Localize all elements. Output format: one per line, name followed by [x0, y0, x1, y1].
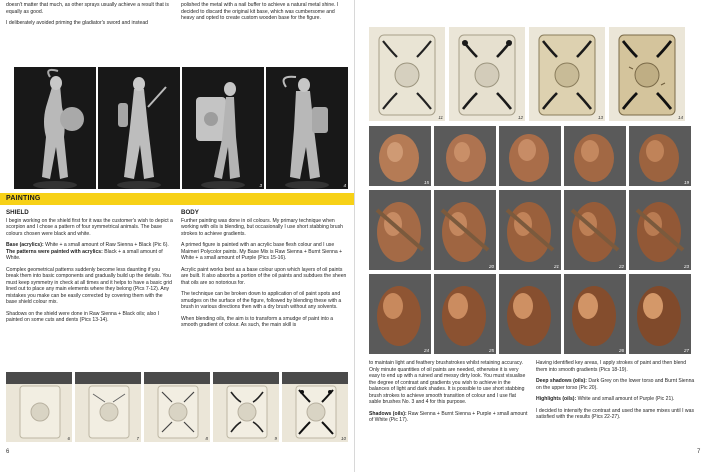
technique-paragraph: to maintain light and feathery brushstrokes whilst retaining accuracy. Only minute quantities of oil paints are needed, otherwise it is very easy to end up with a ruined and messy dirty look. You must visualise the degree of contrast and gradients you wish to achieve in the balances of light and dark shades. It is possible to use short stabbing brush strokes to achieve smooth transition of colour and I use flat sable brushes No. 3 and 4 for this purpose. [369, 360, 526, 405]
intro-paragraph: doesn't matter that much, as other sprays usually achieve a result that is equally as good. [6, 2, 169, 15]
intro-column-2 [181, 2, 349, 27]
gladiator-photo [182, 67, 264, 189]
intro-paragraph: polished the metal with a nail buffer to achieve a natural metal shine. I decided to discard the original kit base, which was cumbersome and heavy and opted to create custom wooden base for the figure. [181, 2, 339, 21]
photo-number: 6 [67, 436, 70, 441]
shield-base-label: Base (acrylics): [6, 242, 44, 248]
shield-photo [144, 372, 210, 442]
photo-number: 14 [677, 115, 683, 120]
shield-photo [369, 27, 445, 121]
photo-number: 13 [597, 115, 603, 120]
torso-photo [499, 274, 561, 354]
gladiator-figure-icon [266, 67, 348, 189]
body-paragraph: When blending oils, the aim is to transform a smudge of paint into a smooth gradient of colour. As such, the main skill is [181, 315, 334, 328]
shield-column [6, 210, 174, 329]
photo-number: 7 [136, 436, 139, 441]
photo-number: 3 [259, 183, 262, 188]
torso-photo [564, 126, 626, 186]
body-column [181, 210, 349, 334]
right-column-1 [369, 360, 529, 429]
body-paragraph: Acrylic paint works best as a base colour upon which layers of oil paints are built. It also absorbs a portion of the oil paints and subdues the sheen that oils are so notorious for. [181, 266, 347, 286]
shield-base-text: White + a small amount of Raw Sienna + Black (Pic 6). [43, 242, 169, 248]
photo-number: 12 [517, 115, 523, 120]
body-paragraph: A primed figure is painted with an acrylic base flesh colour and I use Maimeri Polycolor paints. My Base Mix is Raw Sienna + Burnt Sienna + White + a small amount of Purple (Pics 15-16). [181, 242, 343, 261]
deep-shadows-label: Deep shadows (oils): [536, 378, 587, 384]
torso-icon [564, 274, 626, 354]
photo-number: 19 [683, 180, 689, 185]
torso-photo [434, 190, 496, 270]
left-page [0, 0, 354, 472]
torso-photo [499, 126, 561, 186]
highlights-paragraph [536, 396, 696, 403]
scorpion-shield-icon [369, 27, 445, 121]
blend-paragraph: Having identified key areas, I apply strokes of paint and then blend them into smooth gradients (Pics 18-19). [536, 360, 687, 373]
shield-pattern-label: The patterns were painted with acrylics: [6, 248, 103, 255]
photo-number: 26 [618, 348, 624, 353]
photo-number: 22 [618, 264, 624, 269]
right-column-2 [536, 360, 696, 426]
photo-number: 4 [343, 183, 346, 188]
photo-number: 9 [274, 436, 277, 441]
torso-photo [629, 126, 691, 186]
shield-icon [75, 372, 141, 442]
shield-photo [75, 372, 141, 442]
gladiator-photo [98, 67, 180, 189]
shield-photo [282, 372, 348, 442]
shield-photo [449, 27, 525, 121]
intro-column-1 [6, 2, 174, 32]
shield-base-paragraph [6, 242, 174, 262]
shield-icon [282, 372, 348, 442]
shield-photo [6, 372, 72, 442]
shield-photo [213, 372, 279, 442]
gladiator-figure-icon [182, 67, 264, 189]
torso-icon [564, 126, 626, 186]
right-page [355, 0, 709, 472]
torso-icon [629, 190, 691, 270]
torso-icon [434, 274, 496, 354]
torso-photo [564, 190, 626, 270]
photo-number: 21 [553, 264, 559, 269]
shadows-label: Shadows (oils): [369, 410, 407, 417]
page-number: 7 [697, 449, 701, 455]
shadows-text: Raw Sienna + Burnt Sienna + Purple + small amount of White (Pic 17). [369, 410, 528, 423]
highlights-label: Highlights (oils): [536, 396, 577, 402]
gladiator-photo [266, 67, 348, 189]
torso-icon [629, 126, 691, 186]
photo-number: 25 [488, 348, 494, 353]
torso-photo [369, 274, 431, 354]
scorpion-shield-icon [529, 27, 605, 121]
shadows-paragraph [369, 411, 529, 424]
scorpion-shield-icon [449, 27, 525, 121]
body-heading: BODY [181, 209, 199, 216]
torso-icon [369, 190, 431, 270]
torso-photo [629, 190, 691, 270]
shield-paragraph: Complex geometrical patterns suddenly become less daunting if you break them into basic components and gradually build up the details. You must keep symmetry in check at all times and it helps to have a basic grid lined out to place any main elements where they belong (Pics 7-12). Any mistakes you make can be easily corrected by covering them with the base shield colour mix. [6, 266, 172, 305]
photo-number: 20 [488, 264, 494, 269]
section-title: PAINTING [6, 195, 41, 202]
body-paragraph: Further painting was done in oil colours. My primary technique when working with oils is blending, but occasionally I use short stabbing brush strokes to achieve gradients. [181, 217, 343, 237]
gladiator-figure-icon [14, 67, 96, 189]
torso-icon [369, 274, 431, 354]
shield-icon [6, 372, 72, 442]
shield-pattern-text: Black + a small amount of White. [6, 248, 163, 261]
photo-number: 15 [423, 180, 429, 185]
photo-number: 23 [683, 264, 689, 269]
torso-icon [499, 126, 561, 186]
torso-icon [499, 190, 561, 270]
photo-number: 27 [683, 348, 689, 353]
shield-paragraph: Shadows on the shield were done in Raw Sienna + Black oils; also I painted on some cuts and dents (Pics 13-14). [6, 310, 160, 323]
photo-number: 10 [340, 436, 346, 441]
shield-photo [609, 27, 685, 121]
torso-photo [369, 126, 431, 186]
photo-number: 24 [423, 348, 429, 353]
highlights-text: White and small amount of Purple (Pic 21). [576, 396, 675, 402]
shield-heading: SHIELD [6, 209, 29, 216]
torso-icon [499, 274, 561, 354]
deep-shadows-text: Dark Grey on the lower torso and Burnt Sienna on the upper torso (Pic 20). [536, 378, 695, 391]
torso-photo [564, 274, 626, 354]
photo-number: 11 [438, 115, 443, 120]
torso-photo [434, 126, 496, 186]
shield-paragraph: I begin working on the shield first for it was the customer's wish to depict a scorpion and I chose a pattern of four symmetrical animals. The base colours chosen were black and white. [6, 217, 173, 237]
torso-photo [434, 274, 496, 354]
contrast-paragraph: I decided to intensify the contrast and used the same mixes until I was satisfied with the results (Pics 22-27). [536, 407, 694, 420]
shield-icon [144, 372, 210, 442]
photo-number: 8 [205, 436, 208, 441]
page-number: 6 [6, 449, 10, 455]
body-paragraph: The technique can be broken down to application of oil paint spots and smudges on the surface of the figure, followed by blending these with a brush in various directions then with a dry brush without any solvents. [181, 291, 342, 310]
deep-shadows-paragraph [536, 378, 696, 391]
shield-icon [213, 372, 279, 442]
torso-photo [629, 274, 691, 354]
shield-photo [529, 27, 605, 121]
torso-icon [434, 190, 496, 270]
section-band [0, 193, 354, 205]
torso-icon [629, 274, 691, 354]
intro-paragraph: I deliberately avoided priming the gladiator's sword and instead [6, 20, 148, 26]
torso-photo [499, 190, 561, 270]
gladiator-photo [14, 67, 96, 189]
gladiator-figure-icon [98, 67, 180, 189]
torso-icon [369, 126, 431, 186]
torso-photo [369, 190, 431, 270]
scorpion-shield-icon [609, 27, 685, 121]
torso-icon [564, 190, 626, 270]
torso-icon [434, 126, 496, 186]
